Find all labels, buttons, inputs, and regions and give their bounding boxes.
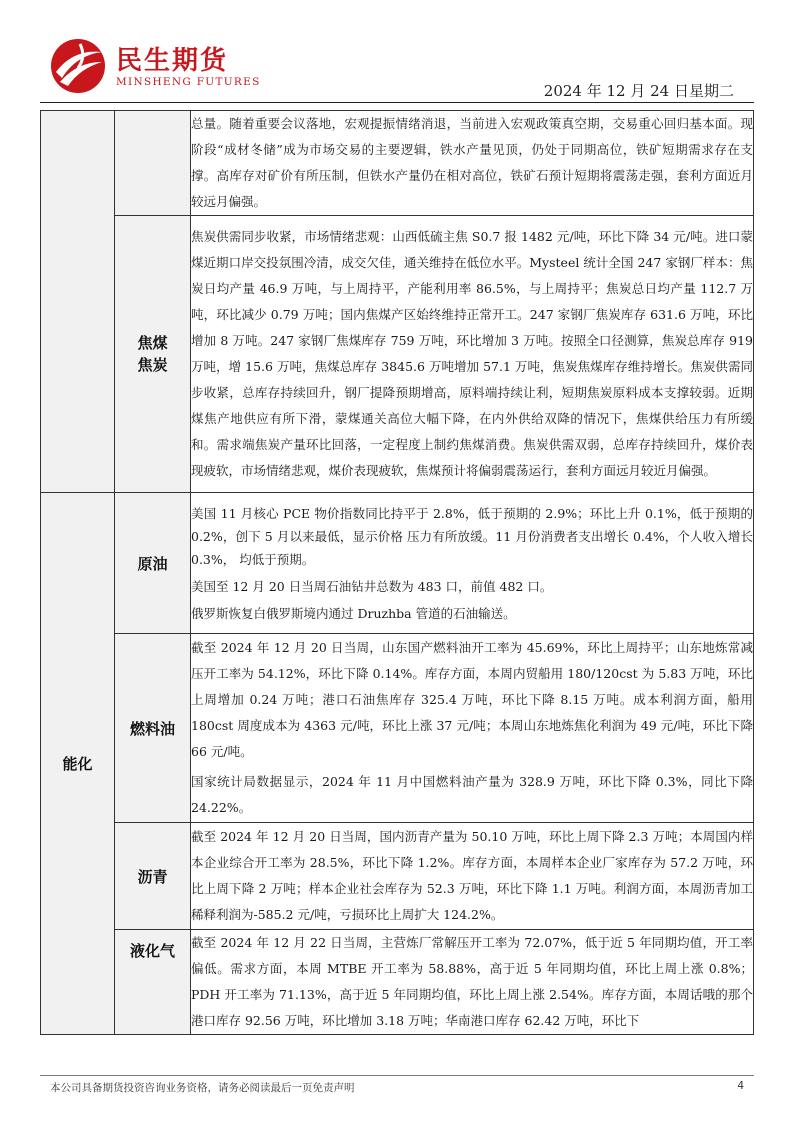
- product-label-coking: 焦煤焦炭: [137, 334, 168, 374]
- table-row: [41, 823, 754, 930]
- footer-disclaimer: 本公司具备期货投资咨询业务资格，请务必阅读最后一页免责声明: [50, 1082, 355, 1094]
- asphalt-text: 截至 2024 年 12 月 20 日当周，国内沥青产量为 50.10 万吨，环比上周下降 2.3 万吨；本周国内样本企业综合开工率为 28.5%，环比下降 1.2%。库存方面，本周样本企业厂家库存为 57.2 万吨，环比上周下降 2 万吨；样本企业社会库存为 52.3 万吨，环比下降 1.1 万吨。利润方面，本周沥青加工稀释利润为-585.2 元/吨，亏损环比上周扩大 124.2%。: [191, 829, 753, 922]
- product-label-asphalt: 沥青: [137, 867, 168, 886]
- minsheng-logo-icon: [50, 38, 106, 94]
- footer-divider: [40, 1075, 754, 1076]
- fuel-oil-analysis: [191, 634, 754, 823]
- product-label-crude: 原油: [137, 554, 168, 573]
- commodity-analysis-table: [40, 110, 754, 1035]
- sector-label-energy: 能化: [62, 755, 93, 773]
- product-cell-asphalt: [115, 823, 191, 930]
- brand-name-english: MINSHENG FUTURES: [116, 76, 261, 88]
- asphalt-analysis: [191, 823, 754, 930]
- product-label-fuel-oil: 燃料油: [129, 719, 175, 738]
- fuel-oil-text-2: 国家统计局数据显示，2024 年 11 月中国燃料油产量为 328.9 万吨，环比下降 0.3%，同比下降 24.22%。: [191, 774, 753, 815]
- lpg-text: 截至 2024 年 12 月 22 日当周，主营炼厂常解压开工率为 72.07%，低于近 5 年同期均值，开工率偏低。需求方面，本周 MTBE 开工率为 58.88%，高于近 5 年同期均值，环比上周上涨 0.8%；PDH 开工率为 71.13%，高于近 5 年同期均值，环比上周上涨 2.54%。库存方面，本周话哦的那个港口库存 92.56 万吨，环比增加 3.18 万吨；华南港口库存 62.42 万吨，环比下: [191, 935, 753, 1028]
- table-row: [41, 111, 754, 216]
- report-date: 2024 年 12 月 24 日星期二: [543, 82, 734, 100]
- product-cell-crude: [115, 493, 191, 634]
- crude-text-2: 美国至 12 月 20 日当周石油钻井总数为 483 口，前值 482 口。: [191, 578, 553, 594]
- coking-text: 焦炭供需同步收紧，市场情绪悲观：山西低硫主焦 S0.7 报 1482 元/吨，环比下降 34 元/吨。进口蒙煤近期口岸交投氛围冷清，成交欠佳，通关维持在低位水平。Mysteel 统计全国 247 家钢厂样本：焦炭日均产量 46.9 万吨，与上周持平，产能利用率 86.5%，与上周持平；焦炭总日均产量 112.7 万吨，环比减少 0.79 万吨；国内焦煤产区始终维持正常开工。247 家钢厂焦炭库存 631.6 万吨，环比增加 8 万吨。247 家钢厂焦煤库存 759 万吨，环比增加 3 万吨。按照全口径测算，焦炭总库存 919 万吨，增 15.6 万吨，焦煤总库存 3845.6 万吨增加 57.1 万吨，焦炭焦煤库存维持增长。焦炭供需同步收紧，总库存持续回升，钢厂提降预期增高，原料端持续让利，短期焦炭原料成本支撑较弱。近期煤焦产地供应有所下滑，蒙煤通关高位大幅下降，在内外供给双降的情况下，焦煤供给压力有所缓和。需求端焦炭产量环比回落，一定程度上制约焦煤消费。焦炭供需双弱，总库存持续回升，煤价表现疲软，市场情绪悲观，煤价表现疲软，焦煤预计将偏弱震荡运行，套利方面远月较近月偏强。: [191, 229, 753, 478]
- crude-text-3: 俄罗斯恢复白俄罗斯境内通过 Druzhba 管道的石油输送。: [191, 605, 516, 621]
- lpg-analysis: [191, 930, 754, 1035]
- table-row: [41, 634, 754, 823]
- table-row: [41, 493, 754, 634]
- crude-text-1: 美国 11 月核心 PCE 物价指数同比持平于 2.8%，低于预期的 2.9%；环比上升 0.1%，低于预期的 0.2%，创下 5 月以来最低，显示价格 压力有所放缓。11 月份消费者支出增长 0.4%，个人收入增长 0.3%， 均低于预期。: [191, 505, 753, 567]
- brand-name: 民生期货: [116, 46, 229, 76]
- product-label-lpg: 液化气: [129, 942, 175, 960]
- crude-analysis: [191, 493, 754, 634]
- iron-ore-text: 总量。随着重要会议落地，宏观提振情绪消退，当前进入宏观政策真空期，交易重心回归基本面。现阶段“成材冬储”成为市场交易的主要逻辑，铁水产量见顶，仍处于同期高位，铁矿短期需求存在支撑。高库存对矿价有所压制，但铁水产量仍在相对高位，铁矿石预计短期将震荡走强，套利方面近月较远月偏强。: [191, 116, 753, 209]
- product-cell-coking: [115, 216, 191, 493]
- iron-ore-analysis: [191, 111, 754, 216]
- coking-analysis: [191, 216, 754, 493]
- product-cell-lpg: [115, 930, 191, 1035]
- table-row: [41, 216, 754, 493]
- sector-cell-energy: [41, 493, 115, 1035]
- table-row: [41, 930, 754, 1035]
- fuel-oil-text-1: 截至 2024 年 12 月 20 日当周，山东国产燃料油开工率为 45.69%，环比上周持平；山东地炼常减压开工率为 54.12%，环比下降 0.14%。库存方面，本周内贸船用 180/120cst 为 5.83 万吨，环比上周增加 0.24 万吨；港口石油焦库存 325.4 万吨，环比下降 8.15 万吨。成本利润方面，船用 180cst 周度成本为 4363 元/吨，环比上涨 37 元/吨；本周山东地炼焦化利润为 49 元/吨，环比下降 66 元/吨。: [191, 640, 753, 759]
- sector-cell-ferrous: [41, 111, 115, 493]
- header-divider: [40, 102, 754, 103]
- product-cell-iron-ore: [115, 111, 191, 216]
- product-cell-fuel-oil: [115, 634, 191, 823]
- page-number: 4: [737, 1080, 744, 1092]
